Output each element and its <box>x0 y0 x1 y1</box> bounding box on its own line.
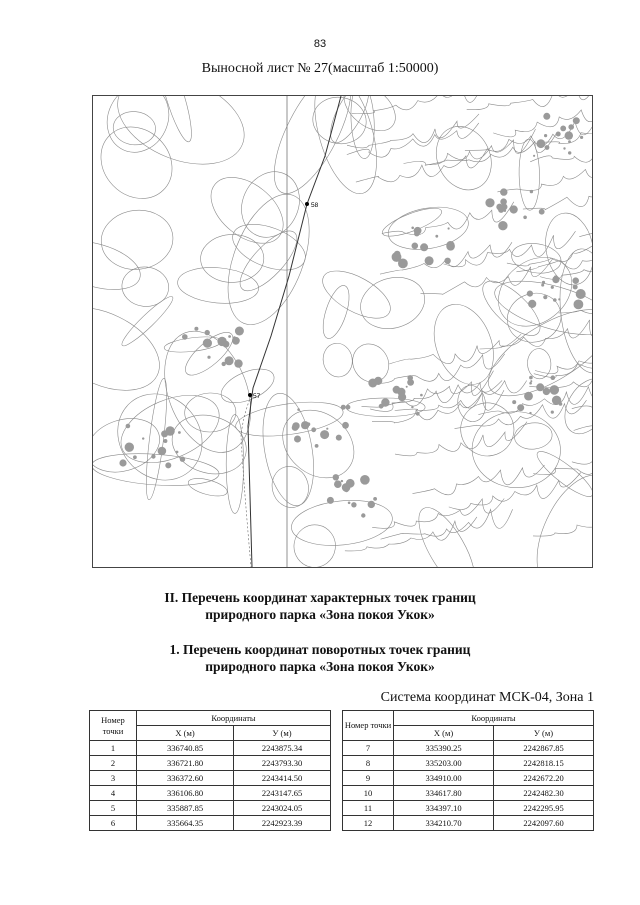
contour-line <box>347 114 479 148</box>
point-number-cell: 5 <box>90 801 137 816</box>
header-coordinates: Координаты <box>137 711 331 726</box>
contour-line <box>444 231 576 267</box>
contour-line <box>120 265 171 309</box>
terrain-patch <box>194 327 198 331</box>
terrain-patch <box>551 411 554 414</box>
contour-line <box>289 496 394 550</box>
terrain-patch <box>406 386 408 388</box>
y-coordinate-cell: 2242923.39 <box>234 816 331 831</box>
contour-line <box>216 362 279 409</box>
header-y: У (м) <box>234 726 331 741</box>
terrain-patch <box>151 454 155 458</box>
contour-line <box>212 183 326 336</box>
terrain-patch <box>498 207 504 213</box>
terrain-patch <box>542 281 545 284</box>
topographic-map <box>92 95 593 568</box>
header-coordinates: Координаты <box>394 711 594 726</box>
terrain-patch <box>346 479 355 488</box>
table-row <box>90 741 331 756</box>
point-number-cell: 4 <box>90 786 137 801</box>
terrain-patch <box>539 209 545 215</box>
x-coordinate-cell: 335203.00 <box>394 756 494 771</box>
y-coordinate-cell: 2243875.34 <box>234 741 331 756</box>
contour-line <box>315 261 397 327</box>
terrain-patch <box>528 300 536 308</box>
terrain-patch <box>550 385 560 395</box>
y-coordinate-cell: 2242867.85 <box>494 741 594 756</box>
map-graphic <box>93 96 592 567</box>
point-57-marker <box>248 393 252 397</box>
terrain-patch <box>393 386 401 394</box>
point-58-marker <box>305 202 309 206</box>
contour-line <box>93 112 187 213</box>
x-coordinate-cell: 336740.85 <box>137 741 234 756</box>
terrain-patch <box>498 221 507 230</box>
terrain-patch <box>527 291 533 297</box>
contour-line <box>356 148 488 183</box>
terrain-patch <box>580 136 583 139</box>
contour-line <box>112 110 157 147</box>
terrain-patch <box>294 436 301 443</box>
terrain-patch <box>228 335 231 338</box>
contour-line <box>303 96 389 201</box>
sheet-title: Выносной лист № 27(масштаб 1:50000) <box>201 61 439 76</box>
contour-line <box>501 286 568 349</box>
terrain-patch <box>346 405 351 410</box>
x-coordinate-cell: 336721.80 <box>137 756 234 771</box>
terrain-patch <box>407 379 414 386</box>
terrain-patch <box>574 300 584 310</box>
contour-line <box>497 164 592 192</box>
terrain-patch <box>560 126 566 132</box>
contour-line <box>142 378 171 501</box>
contour-line <box>532 446 592 503</box>
contour-line <box>574 400 592 433</box>
contour-line <box>104 96 257 181</box>
contour-line <box>255 389 321 509</box>
terrain-patch <box>235 327 244 336</box>
contour-line <box>449 473 581 510</box>
terrain-patch <box>326 428 328 430</box>
terrain-patch <box>523 216 527 220</box>
contour-line <box>165 406 254 483</box>
contour-line <box>93 291 173 407</box>
contour-line <box>579 202 592 237</box>
terrain-patch <box>178 431 181 434</box>
terrain-patch <box>554 275 557 278</box>
terrain-patch <box>412 243 419 250</box>
contour-line <box>372 390 504 423</box>
terrain-patch <box>207 356 210 359</box>
y-coordinate-cell: 2243793.30 <box>234 756 331 771</box>
table-row <box>90 756 331 771</box>
terrain-patch <box>553 298 557 302</box>
terrain-patch <box>565 131 573 139</box>
header-y: У (м) <box>494 726 594 741</box>
contour-line <box>98 206 176 273</box>
terrain-patch <box>563 147 565 149</box>
terrain-patch <box>203 339 212 348</box>
terrain-patch <box>342 422 349 429</box>
terrain-patch <box>394 251 401 258</box>
terrain-patch <box>180 457 185 462</box>
contour-line <box>535 342 592 373</box>
terrain-patch <box>225 356 234 365</box>
terrain-patch <box>551 286 554 289</box>
terrain-patch <box>524 392 533 401</box>
terrain-patch <box>500 198 507 205</box>
contour-line <box>507 229 592 266</box>
terrain-patch <box>448 227 450 229</box>
terrain-patch <box>517 404 524 411</box>
point-number-cell: 8 <box>343 756 394 771</box>
terrain-patch <box>158 447 167 456</box>
point-number-cell: 3 <box>90 771 137 786</box>
x-coordinate-cell: 335664.35 <box>137 816 234 831</box>
contour-line <box>291 522 339 567</box>
contour-line <box>556 371 592 442</box>
point-57-label: 57 <box>253 393 261 400</box>
terrain-patch <box>165 462 171 468</box>
contour-line <box>518 139 540 210</box>
table-row <box>343 786 594 801</box>
contour-line <box>516 236 592 272</box>
terrain-patch <box>420 243 428 251</box>
y-coordinate-cell: 2242818.15 <box>494 756 594 771</box>
terrain-patch <box>373 497 377 501</box>
header-point-number: Номер точки <box>90 711 137 741</box>
terrain-patch <box>142 437 144 439</box>
point-number-cell: 11 <box>343 801 394 816</box>
terrain-patch <box>119 459 126 466</box>
terrain-patch <box>411 227 414 230</box>
terrain-patch <box>529 412 531 414</box>
point-58-label: 58 <box>311 202 319 209</box>
table-row <box>90 816 331 831</box>
coordinates-table-left <box>89 710 331 831</box>
terrain-patch <box>234 359 242 367</box>
terrain-patch <box>374 377 382 385</box>
terrain-patch <box>446 242 455 251</box>
terrain-patch <box>530 190 533 193</box>
x-coordinate-cell: 335887.85 <box>137 801 234 816</box>
header-x: X (м) <box>137 726 234 741</box>
terrain-patch <box>444 258 450 264</box>
terrain-patch <box>558 298 560 300</box>
contour-line <box>186 475 229 500</box>
x-coordinate-cell: 334210.70 <box>394 816 494 831</box>
contour-line <box>347 123 479 157</box>
contour-line <box>200 234 264 283</box>
contour-line <box>96 96 180 163</box>
table-row <box>343 756 594 771</box>
terrain-patch <box>341 405 346 410</box>
table-row <box>343 771 594 786</box>
contour-line <box>572 431 592 464</box>
terrain-patch <box>217 337 226 346</box>
y-coordinate-cell: 2243024.05 <box>234 801 331 816</box>
contour-line <box>231 162 310 247</box>
terrain-patch <box>334 480 342 488</box>
terrain-patch <box>161 430 168 437</box>
terrain-patch <box>425 256 434 265</box>
contour-line <box>176 264 260 306</box>
terrain-patch <box>510 205 518 213</box>
contour-line <box>527 348 552 379</box>
terrain-patch <box>537 139 546 148</box>
heading-2-line-2: природного парка «Зона покоя Укок» <box>205 659 435 674</box>
header-point-number: Номер точки <box>343 711 394 741</box>
terrain-patch <box>573 285 578 290</box>
y-coordinate-cell: 2242097.60 <box>494 816 594 831</box>
y-coordinate-cell: 2243414.50 <box>234 771 331 786</box>
y-coordinate-cell: 2242672.20 <box>494 771 594 786</box>
contour-line <box>153 96 198 144</box>
section-heading-2 <box>0 641 640 675</box>
terrain-patch <box>559 402 563 406</box>
point-number-cell: 12 <box>343 816 394 831</box>
table-row <box>343 801 594 816</box>
terrain-patch <box>205 330 210 335</box>
terrain-patch <box>529 382 532 385</box>
terrain-patch <box>573 117 580 124</box>
terrain-patch <box>489 199 493 203</box>
terrain-patch <box>379 404 384 409</box>
contour-line <box>100 377 219 498</box>
terrain-patch <box>232 337 240 345</box>
terrain-patch <box>414 227 422 235</box>
terrain-patch <box>568 140 571 143</box>
contour-line <box>413 465 545 495</box>
heading-2-line-1: 1. Перечень координат поворотных точек границ <box>169 642 471 657</box>
terrain-patch <box>435 235 438 238</box>
boundary-line <box>248 96 341 567</box>
terrain-patch <box>529 376 533 380</box>
terrain-patch <box>576 289 586 299</box>
terrain-patch <box>126 424 131 429</box>
terrain-patch <box>568 151 571 154</box>
terrain-patch <box>543 295 547 299</box>
y-coordinate-cell: 2242295.95 <box>494 801 594 816</box>
x-coordinate-cell: 335390.25 <box>394 741 494 756</box>
terrain-patch <box>333 474 339 480</box>
terrain-patch <box>416 412 420 416</box>
contour-line <box>513 421 553 451</box>
header-x: X (м) <box>394 726 494 741</box>
y-coordinate-cell: 2242482.30 <box>494 786 594 801</box>
table-row <box>90 771 331 786</box>
contour-line <box>199 164 296 256</box>
terrain-patch <box>301 421 309 429</box>
terrain-patch <box>351 502 356 507</box>
point-number-cell: 9 <box>343 771 394 786</box>
terrain-patch <box>543 388 550 395</box>
terrain-patch <box>163 439 167 443</box>
terrain-patch <box>125 443 134 452</box>
terrain-patch <box>364 481 366 483</box>
terrain-patch <box>327 497 334 504</box>
x-coordinate-cell: 334910.00 <box>394 771 494 786</box>
point-number-cell: 2 <box>90 756 137 771</box>
contour-line <box>231 223 305 299</box>
terrain-patch <box>545 145 550 150</box>
contour-line <box>320 341 354 379</box>
contour-line <box>382 202 514 235</box>
contour-line <box>534 339 592 378</box>
terrain-patch <box>512 400 516 404</box>
section-heading-1 <box>0 589 640 623</box>
contour-line <box>372 499 504 529</box>
terrain-patch <box>336 435 342 441</box>
terrain-patch <box>500 188 507 195</box>
contour-line <box>467 96 592 110</box>
contour-line <box>465 117 592 151</box>
coordinate-system: Система координат МСК-04, Зона 1 <box>380 690 594 705</box>
terrain-patch <box>556 132 561 137</box>
terrain-patch <box>541 284 544 287</box>
terrain-patch <box>411 406 413 408</box>
table-row <box>343 816 594 831</box>
contour-line <box>421 259 553 295</box>
contour-line <box>93 450 220 489</box>
x-coordinate-cell: 336106.80 <box>137 786 234 801</box>
contour-line <box>308 96 370 149</box>
terrain-patch <box>361 513 365 517</box>
heading-1-line-2: природного парка «Зона покоя Укок» <box>205 607 435 622</box>
terrain-patch <box>368 501 375 508</box>
y-coordinate-cell: 2243147.65 <box>234 786 331 801</box>
contour-line <box>184 392 237 433</box>
terrain-patch <box>568 124 574 130</box>
point-number-cell: 7 <box>343 741 394 756</box>
terrain-patch <box>398 259 408 269</box>
terrain-patch <box>133 455 137 459</box>
page-number: 83 <box>313 38 327 50</box>
x-coordinate-cell: 334617.80 <box>394 786 494 801</box>
contour-line <box>269 396 367 492</box>
terrain-patch <box>182 334 188 340</box>
contour-lines <box>93 96 592 567</box>
point-number-cell: 6 <box>90 816 137 831</box>
terrain-patch <box>420 394 423 397</box>
contour-line <box>389 334 521 364</box>
terrain-patch <box>341 480 343 482</box>
coordinates-table-right <box>342 710 594 831</box>
contour-line <box>318 283 355 342</box>
terrain-patch <box>311 427 316 432</box>
terrain-patch <box>176 451 179 454</box>
table-row <box>90 801 331 816</box>
terrain-patch <box>292 422 299 429</box>
terrain-patch <box>530 380 532 382</box>
contour-line <box>93 232 146 298</box>
contour-line <box>523 178 592 210</box>
contour-line <box>226 215 311 279</box>
terrain-patch <box>297 408 300 411</box>
point-number-cell: 10 <box>343 786 394 801</box>
x-coordinate-cell: 336372.60 <box>137 771 234 786</box>
table-row <box>343 741 594 756</box>
point-number-cell: 1 <box>90 741 137 756</box>
contour-line <box>423 296 504 393</box>
contour-line <box>352 96 484 114</box>
terrain-patch <box>572 277 579 284</box>
terrain-patch <box>544 134 547 137</box>
heading-1-line-1: II. Перечень координат характерных точек границ <box>164 590 476 605</box>
terrain-patch <box>543 113 550 120</box>
contour-line <box>354 270 431 337</box>
contour-line <box>379 203 444 242</box>
terrain-patch <box>533 155 535 157</box>
x-coordinate-cell: 334397.10 <box>394 801 494 816</box>
terrain-patch <box>551 375 556 380</box>
contour-line <box>452 394 522 464</box>
terrain-patch <box>320 430 329 439</box>
table-row <box>90 786 331 801</box>
terrain-patch <box>348 502 351 505</box>
terrain-patch <box>315 444 319 448</box>
